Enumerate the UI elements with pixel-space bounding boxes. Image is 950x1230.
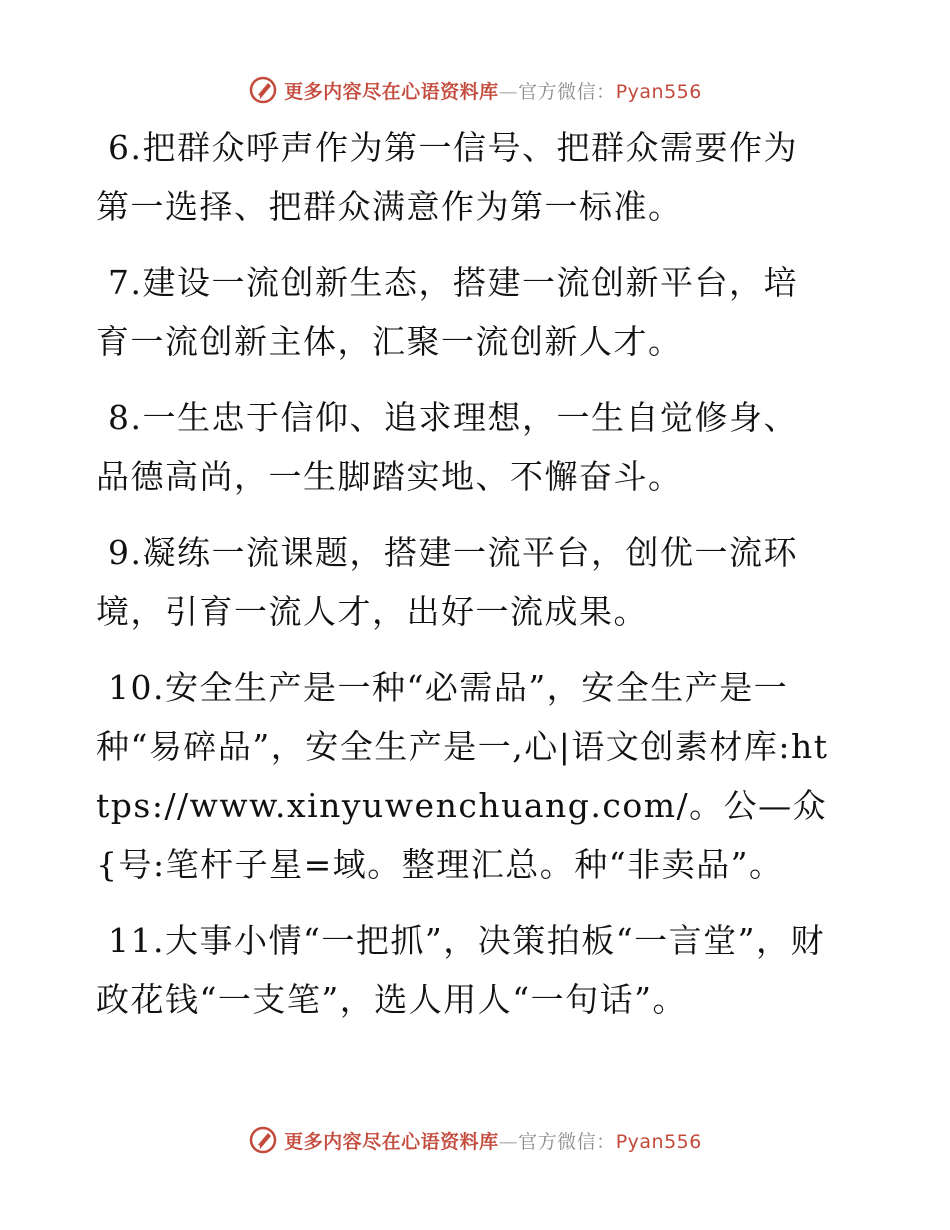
paragraph-10: 10.安全生产是一种“必需品”，安全生产是一种“易碎品”，安全生产是一,心|语文创素材库:https://www.xinyuwenchuang.com/。公—众{号:笔杆子星=域。整理汇总。种“非卖品”。: [96, 668, 829, 884]
paragraph-8: 8.一生忠于信仰、追求理想，一生自觉修身、品德高尚，一生脚踏实地、不懈奋斗。: [96, 398, 798, 496]
pen-logo-icon: [248, 75, 278, 105]
document-body: [96, 118, 831, 1046]
header-watermark: [0, 72, 950, 108]
watermark-text: 更多内容尽在心语资料库—官方微信：Pyan556: [284, 80, 702, 103]
paragraph-9: 9.凝练一流课题，搭建一流平台，创优一流环境，引育一流人才，出好一流成果。: [96, 533, 798, 631]
watermark-text: 更多内容尽在心语资料库—官方微信：Pyan556: [284, 1130, 702, 1153]
paragraph-11: 11.大事小情“一把抓”，决策拍板“一言堂”，财政花钱“一支笔”，选人用人“一句话”。: [96, 921, 825, 1019]
pen-logo-icon: [248, 1125, 278, 1155]
paragraph-6: 6.把群众呼声作为第一信号、把群众需要作为第一选择、把群众满意作为第一标准。: [96, 128, 798, 226]
footer-watermark: [0, 1122, 950, 1158]
paragraph-7: 7.建设一流创新生态，搭建一流创新平台，培育一流创新主体，汇聚一流创新人才。: [96, 263, 798, 361]
